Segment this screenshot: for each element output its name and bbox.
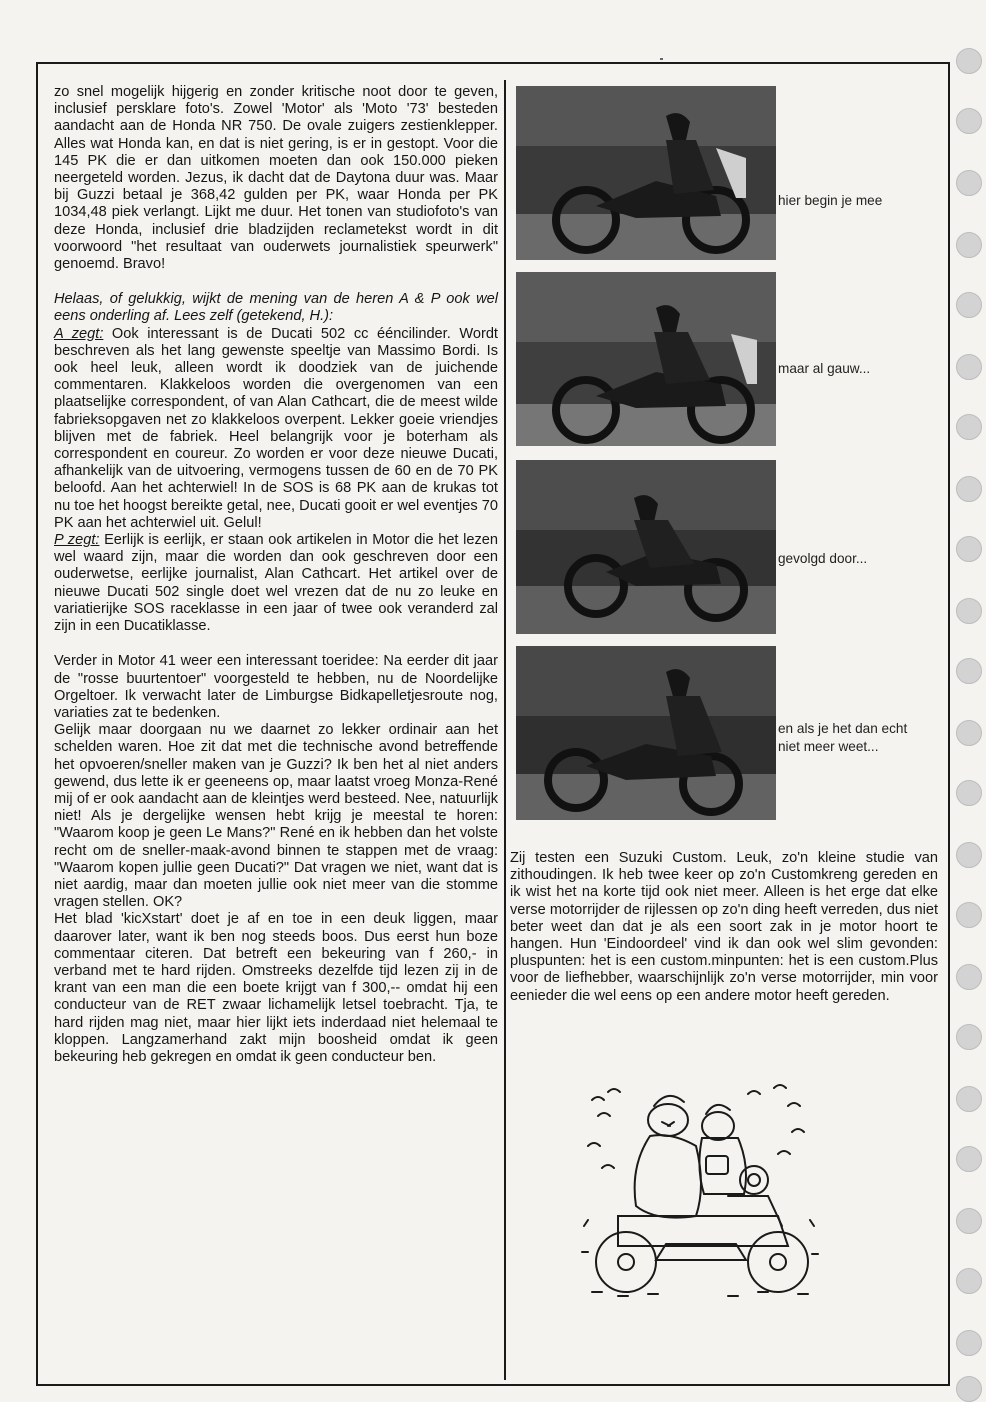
photo-3 bbox=[516, 460, 776, 634]
left-column bbox=[54, 84, 498, 1066]
binder-hole-icon bbox=[956, 476, 982, 502]
binder-hole-icon bbox=[956, 902, 982, 928]
binder-hole-icon bbox=[956, 1086, 982, 1112]
binder-hole-icon bbox=[956, 414, 982, 440]
a-says-paragraph bbox=[54, 326, 498, 532]
paragraph-suzuki: Zij testen een Suzuki Custom. Leuk, zo'n kleine studie van zithoudingen. Ik heb twee keer op zo'n Customkreng gereden en ik wist het na korte tijd ook niet meer. Alleen is het erge dat elke verse motorrijder de rijlessen op zo'n ding heeft verreden, dus niet beter weet dan dat je als een soort zak in je motor hoort te hangen. Hun 'Eindoordeel' vind ik dan ook wel slim gevonden: pluspunten: het is een custom.minpunten: het is een custom.Plus voor de liefhebber, waarschijnlijk zo'n verse motorrijder, min voor eenieder die wel eens op een andere motor heeft gereden. bbox=[510, 850, 938, 1004]
binder-hole-icon bbox=[956, 48, 982, 74]
column-divider bbox=[504, 80, 506, 1380]
page-frame bbox=[36, 62, 950, 1386]
paper-speck bbox=[660, 58, 663, 60]
a-says-text: Ook interessant is de Ducati 502 cc ééncilinder. Wordt beschreven als het lang gewenste speeltje van Massimo Bordi. Is ook heel leuk, alleen wordt ik doodziek van de juichende commentaren. Klakkeloos worden die overgenomen van een plaatselijke correspondent, of van Alan Cathcart, die de meest wilde fabrieksopgaven net zo klakkeloos overpent. Lekker goeie vriendjes blijven met de fabriek. Heel belangrijk voor je boterham als correspondent en coureur. Zo worden er voor deze nieuwe Ducati, afhankelijk van de uitvoering, vermogens tussen de 60 en de 70 PK beloofd. Aan het achterwiel! In de SOS is 68 PK aan de krukas tot nu toe het hoogst bereikte getal, nee, Ducati gooit er wel eventjes 70 PK aan het achterwiel uit. Gelul! bbox=[54, 325, 498, 531]
caption-1: hier begin je mee bbox=[778, 193, 883, 208]
motorcycle-rider-photo-icon bbox=[516, 460, 776, 634]
binder-hole-icon bbox=[956, 598, 982, 624]
caption-3: gevolgd door... bbox=[778, 551, 868, 566]
binder-hole-icon bbox=[956, 292, 982, 318]
p-says-paragraph bbox=[54, 532, 498, 635]
caption-2: maar al gauw... bbox=[778, 361, 871, 376]
binder-hole-icon bbox=[956, 1146, 982, 1172]
cartoon-motorcycle-riders-icon bbox=[578, 1076, 828, 1306]
intro-italic: Helaas, of gelukkig, wijkt de mening van de heren A & P ook wel eens onderling af. Lees zelf (getekend, H.): bbox=[54, 291, 498, 325]
binder-hole-icon bbox=[956, 170, 982, 196]
paragraph-toeridee: Verder in Motor 41 weer een interessant toeridee: Na eerder dit jaar de "rosse buurtentoer" voorgesteld te hebben, nu de Noordelijke Orgeltoer. Ik verwacht later de Limburgse Bidkapelletjesroute nog, variaties zat te bedenken. bbox=[54, 653, 498, 721]
binder-hole-icon bbox=[956, 720, 982, 746]
binder-hole-icon bbox=[956, 354, 982, 380]
motorcycle-rider-photo-icon bbox=[516, 86, 776, 260]
caption-4 bbox=[778, 720, 907, 756]
paragraph-kicxstart: Het blad 'kicXstart' doet je af en toe in een deuk liggen, maar daarover later, want ik ben nog steeds boos. Dus eerst hun boze commentaar citeren. Dat betreft een bekeuring van f 260,- in verband met te hard rijden. Omstreeks dezelfde tijd lezen zij in de krant van een man die een boete krijgt van f 300,-- omdat hij een conducteur van de RET zwaar lichamelijk letsel toebracht. Tja, te hard rijden mag niet, maar hier lijkt iets inderdaad niet helemaal te kloppen. Langzamerhand zakt mijn boosheid omdat ik geen bekeuring heb gekregen en omdat ik geen conducteur ben. bbox=[54, 911, 498, 1065]
binder-hole-icon bbox=[956, 108, 982, 134]
binder-hole-icon bbox=[956, 1268, 982, 1294]
binder-hole-icon bbox=[956, 842, 982, 868]
motorcycle-rider-photo-icon bbox=[516, 272, 776, 446]
caption-4-line-2: niet meer weet... bbox=[778, 739, 879, 754]
binder-strip bbox=[952, 36, 986, 1402]
photo-1 bbox=[516, 86, 776, 260]
motorcycle-rider-photo-icon bbox=[516, 646, 776, 820]
paragraph-guzzi: Gelijk maar doorgaan nu we daarnet zo lekker ordinair aan het schelden waren. Hoe zit dat met die technische avond betreffende het opvoeren/sneller maken van je Guzzi? Ik ben het al niet anders gewend, dus lette ik er geeneens op, maar laatst vroeg Monza-René mij of er ook aandacht aan de kleintjes werd besteed. Nee, natuurlijk niet! Als je dergelijke wensen hebt krijg je meestal te horen: "Waarom koop je geen Le Mans?" René en ik hebben dan het volste recht om de sneller-maak-avond binnen te stappen met de vraag: "Waarom kopen jullie geen Ducati?" Dat vragen we niet, want dat is niet aardig, maar dan moeten jullie ook niet meer van die stomme vragen stellen. OK? bbox=[54, 722, 498, 911]
binder-hole-icon bbox=[956, 780, 982, 806]
binder-hole-icon bbox=[956, 536, 982, 562]
a-says-label: A zegt: bbox=[54, 325, 104, 342]
caption-4-line-1: en als je het dan echt bbox=[778, 721, 908, 736]
p-says-text: Eerlijk is eerlijk, er staan ook artikelen in Motor die het lezen wel waard zijn, maar die worden dan ook geschreven door een ouderwetse, eerlijke journalist, Alan Cathcart. Het artikel over de nieuwe Ducati 502 single doet wel vrezen dat de nu zo leuke en variatierijke SOS raceklasse in een jaar of twee ook veranderd zal zijn in een Ducatiklasse. bbox=[54, 532, 498, 635]
binder-hole-icon bbox=[956, 1024, 982, 1050]
right-column bbox=[510, 850, 938, 1005]
p-says-label: P zegt: bbox=[54, 532, 100, 549]
paragraph-honda: zo snel mogelijk hijgerig en zonder kritische noot door te geven, inclusief persklare foto's. Zowel 'Motor' als 'Moto '73' besteden aandacht aan de Honda NR 750. De ovale zuigers zestienklepper. Alles wat Honda kan, en dat is niet gering, is er in gestopt. Voor die 145 PK die er dan uitkomen moeten dan ook 150.000 pieken neergeteld worden. Jezus, ik dacht dat de Daytona duur was. Maar bij Guzzi betaal je 368,42 gulden per PK, waar Honda per PK 1034,48 piek verlangt. Lijkt me duur. Het tonen van studiofoto's van deze Honda, inclusief drie bladzijden reclametekst wordt in dit voorwoord "het resultaat van ouderwets journalistiek speurwerk" genoemd. Bravo! bbox=[54, 84, 498, 273]
binder-hole-icon bbox=[956, 1376, 982, 1402]
binder-hole-icon bbox=[956, 964, 982, 990]
binder-hole-icon bbox=[956, 658, 982, 684]
binder-hole-icon bbox=[956, 232, 982, 258]
binder-hole-icon bbox=[956, 1208, 982, 1234]
binder-hole-icon bbox=[956, 1330, 982, 1356]
photo-2 bbox=[516, 272, 776, 446]
photo-4 bbox=[516, 646, 776, 820]
